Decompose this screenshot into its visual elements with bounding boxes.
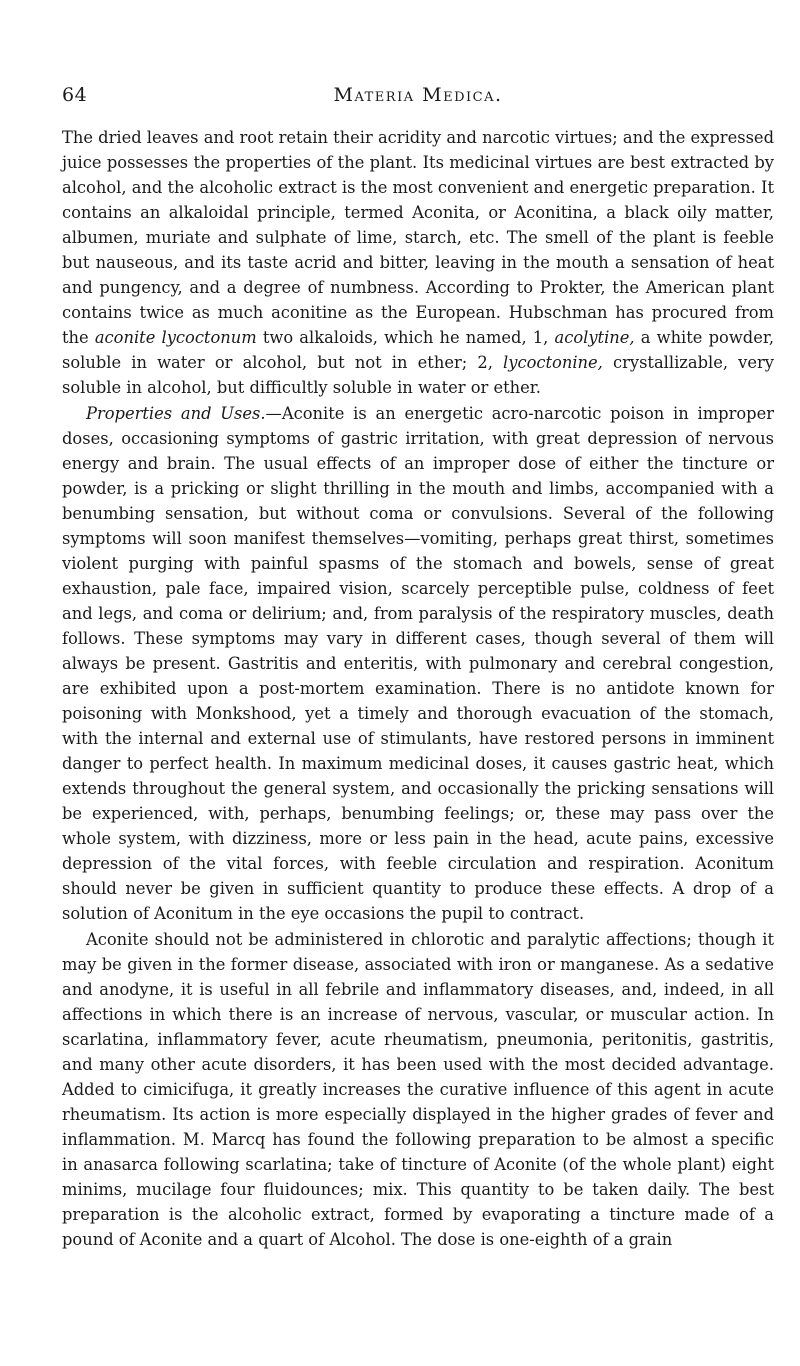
paragraph-text: —Aconite is an energetic acro-narcotic poison in improper doses, occasioning symptoms of gastric irritation, with great depression of nervous energy and brain. The usual effects of an improper dose of either the tincture or powder, is a pricking or slight thrilling in the mouth and limbs, accompanied with a benumbing sensation, but without coma or convulsions. Several of the following symptoms will soon manifest themselves—vomiting, perhaps great thirst, sometimes violent purging with painful spasms of the stomach and bowels, sense of great exhaustion, pale face, impaired vision, scarcely perceptible pulse, coldness of feet and legs, and coma or delirium; and, from paralysis of the respiratory muscles, death follows. These symptoms may vary in different cases, though several of them will always be present. Gastritis and enteritis, with pulmonary and cerebral congestion, are exhibited upon a post-mortem examination. There is no antidote known for poisoning with Monkshood, yet a timely and thorough evacuation of the stomach, with the internal and external use of stimulants, have restored persons in imminent danger to perfect health. In maximum medicinal doses, it causes gastric heat, which extends throughout the general system, and occasionally the pricking sensations will be experienced, with, perhaps, benumbing feelings; or, these may pass over the whole system, with dizziness, more or less pain in the head, acute pains, excessive depression of the vital forces, with feeble circulation and respiration. Aconitum should never be given in sufficient quantity to produce these effects. A drop of a solution of Aconitum in the eye occasions the pupil to contract. [62, 403, 774, 924]
italic-term: acolytine, [554, 328, 635, 348]
paragraph-text: crystallizable, very soluble in alcohol, but difficultly soluble in water or ether. [62, 353, 774, 398]
italic-term: lycoctonine, [503, 353, 603, 373]
italic-term: aconite lycoctonum [94, 328, 257, 348]
paragraph-text: a white powder, soluble in water or alcohol, but not in ether; 2, [62, 328, 774, 373]
paragraph-administration [62, 927, 774, 1253]
body-text [62, 125, 774, 1252]
paragraph-text: two alkaloids, which he named, 1, [256, 328, 555, 348]
paragraph-text: The dried leaves and root retain their acridity and narcotic virtues; and the expressed juice possesses the properties of the plant. Its medicinal virtues are best extracted by alcohol, and the alcoholic extract is the most convenient and energetic preparation. It contains an alkaloidal principle, termed Aconita, or Aconitina, a black oily matter, albumen, muriate and sulphate of lime, starch, etc. The smell of the plant is feeble but nauseous, and its taste acrid and bitter, leaving in the mouth a sensation of heat and pungency, and a degree of numbness. According to Prokter, the American plant contains twice as much aconitine as the European. Hubschman has procured from the [62, 128, 774, 348]
page-header [62, 84, 774, 114]
paragraph-composition [62, 125, 774, 401]
running-head: Materia Medica. [333, 84, 503, 106]
section-heading: Properties and Uses. [86, 403, 266, 423]
paragraph-text: Aconite should not be administered in chlorotic and paralytic affections; though it may be given in the former disease, associated with iron or manganese. As a sedative and anodyne, it is useful in all febrile and inflammatory diseases, and, indeed, in all affections in which there is an increase of nervous, vascular, or muscular action. In scarlatina, inflammatory fever, acute rheumatism, pneumonia, peritonitis, gastritis, and many other acute disorders, it has been used with the most decided advantage. Added to cimicifuga, it greatly increases the curative influence of this agent in acute rheumatism. Its action is more especially displayed in the higher grades of fever and inflammation. M. Marcq has found the following preparation to be almost a specific in anasarca following scarlatina; take of tincture of Aconite (of the whole plant) eight minims, mucilage four fluidounces; mix. This quantity to be taken daily. The best preparation is the alcoholic extract, formed by evaporating a tincture made of a pound of Aconite and a quart of Alcohol. The dose is one-eighth of a grain [62, 929, 774, 1250]
paragraph-properties-and-uses [62, 401, 774, 927]
page-number: 64 [62, 84, 88, 106]
